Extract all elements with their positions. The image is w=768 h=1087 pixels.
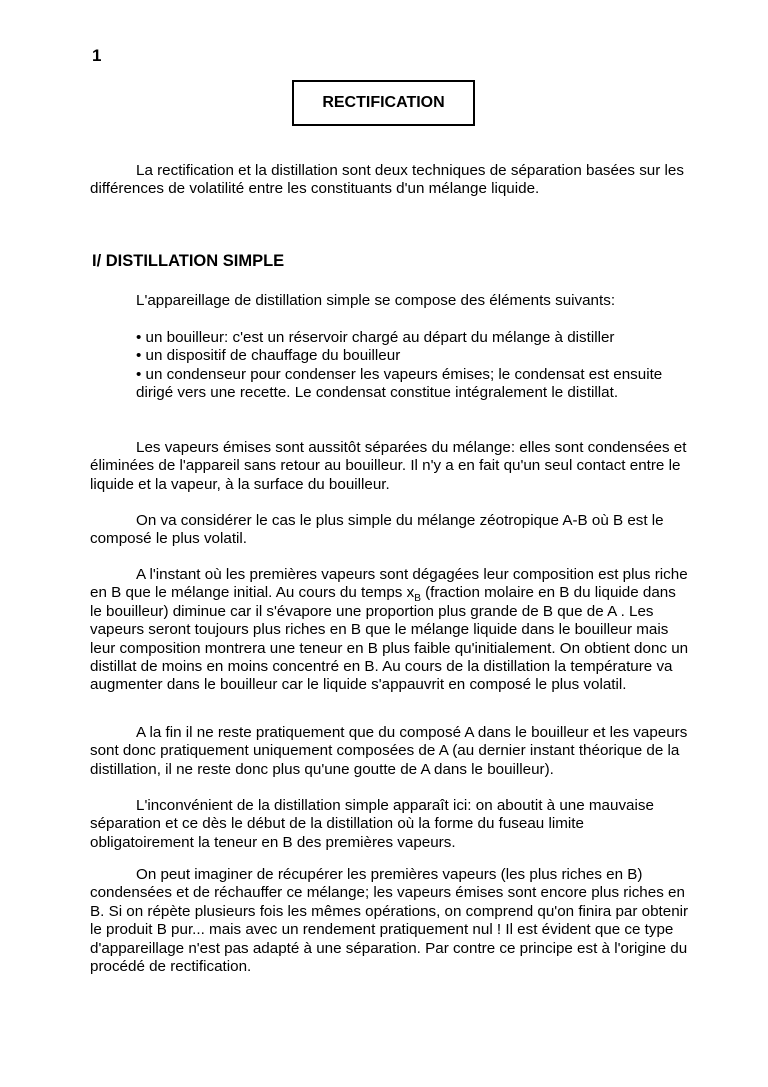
paragraph-inconvenient: L'inconvénient de la distillation simple apparaît ici: on aboutit à une mauvaise séparation et ce dès le début de la distillation où la forme du fuseau limite obligatoirement la teneur en B des premières vapeurs. [90,797,654,851]
title-text: RECTIFICATION [322,94,445,111]
page-number: 1 [92,46,102,65]
paragraph-fin: A la fin il ne reste pratiquement que du composé A dans le bouilleur et les vapeurs sont donc pratiquement uniquement composées de A (au dernier instant théorique de la distillation, il ne reste donc plus qu'une goutte de A dans le bouilleur). [90,724,688,778]
p3-before: A l'instant où les premières vapeurs sont dégagées leur composition est plus riche en B que le mélange initial. Au cours du temps x [90,566,688,602]
p3-after: (fraction molaire en B du liquide dans le bouilleur) diminue car il s'évapore une proportion plus grande de B que de A . Les vapeurs seront toujours plus riches en B que le mélange liquide dans le bouilleur mais leur composition montrera une teneur en B plus faible qu'initialement. On obtient donc un distillat de moins en moins concentré en B. Au cours de la distillation la température va augmenter dans le bouilleur car le liquide s'appauvrit en composé le plus volatil. [90,584,689,694]
bullet-list [136,329,696,403]
paragraph-vapeurs: Les vapeurs émises sont aussitôt séparées du mélange: elles sont condensées et éliminées de l'appareil sans retour au bouilleur. Il n'y a en fait qu'un seul contact entre le liquide et la vapeur, à la surface du bouilleur. [90,439,687,493]
document-title [292,80,475,126]
paragraph-zeotropique: On va considérer le cas le plus simple du mélange zéotropique A-B où B est le composé le plus volatil. [90,512,664,548]
section-heading: I/ DISTILLATION SIMPLE [92,252,285,270]
intro-paragraph: La rectification et la distillation sont deux techniques de séparation basées sur les différences de volatilité entre les constituants d'un mélange liquide. [90,162,684,198]
paragraph-recuperer: On peut imaginer de récupérer les premières vapeurs (les plus riches en B) condensées et de réchauffer ce mélange; les vapeurs émises sont encore plus riches en B. Si on répète plusieurs fois les mêmes opérations, on comprend qu'on finira par obtenir le produit B pur... mais avec un rendement pratiquement nul ! Il est évident que ce type d'appareillage n'est pas adapté à une séparation. Par contre ce principe est à l'origine du procédé de rectification. [90,866,689,976]
list-item: • un dispositif de chauffage du bouilleur [136,347,401,365]
list-item: • un condenseur pour condenser les vapeurs émises; le condensat est ensuite dirigé vers une recette. Le condensat constitue intégralement le distillat. [136,365,663,402]
list-item: • un bouilleur: c'est un réservoir chargé au départ du mélange à distiller [136,329,615,346]
p3-subscript: B [414,593,421,605]
paragraph-composition [90,566,690,695]
lead-text: L'appareillage de distillation simple se compose des éléments suivants: [136,292,616,309]
